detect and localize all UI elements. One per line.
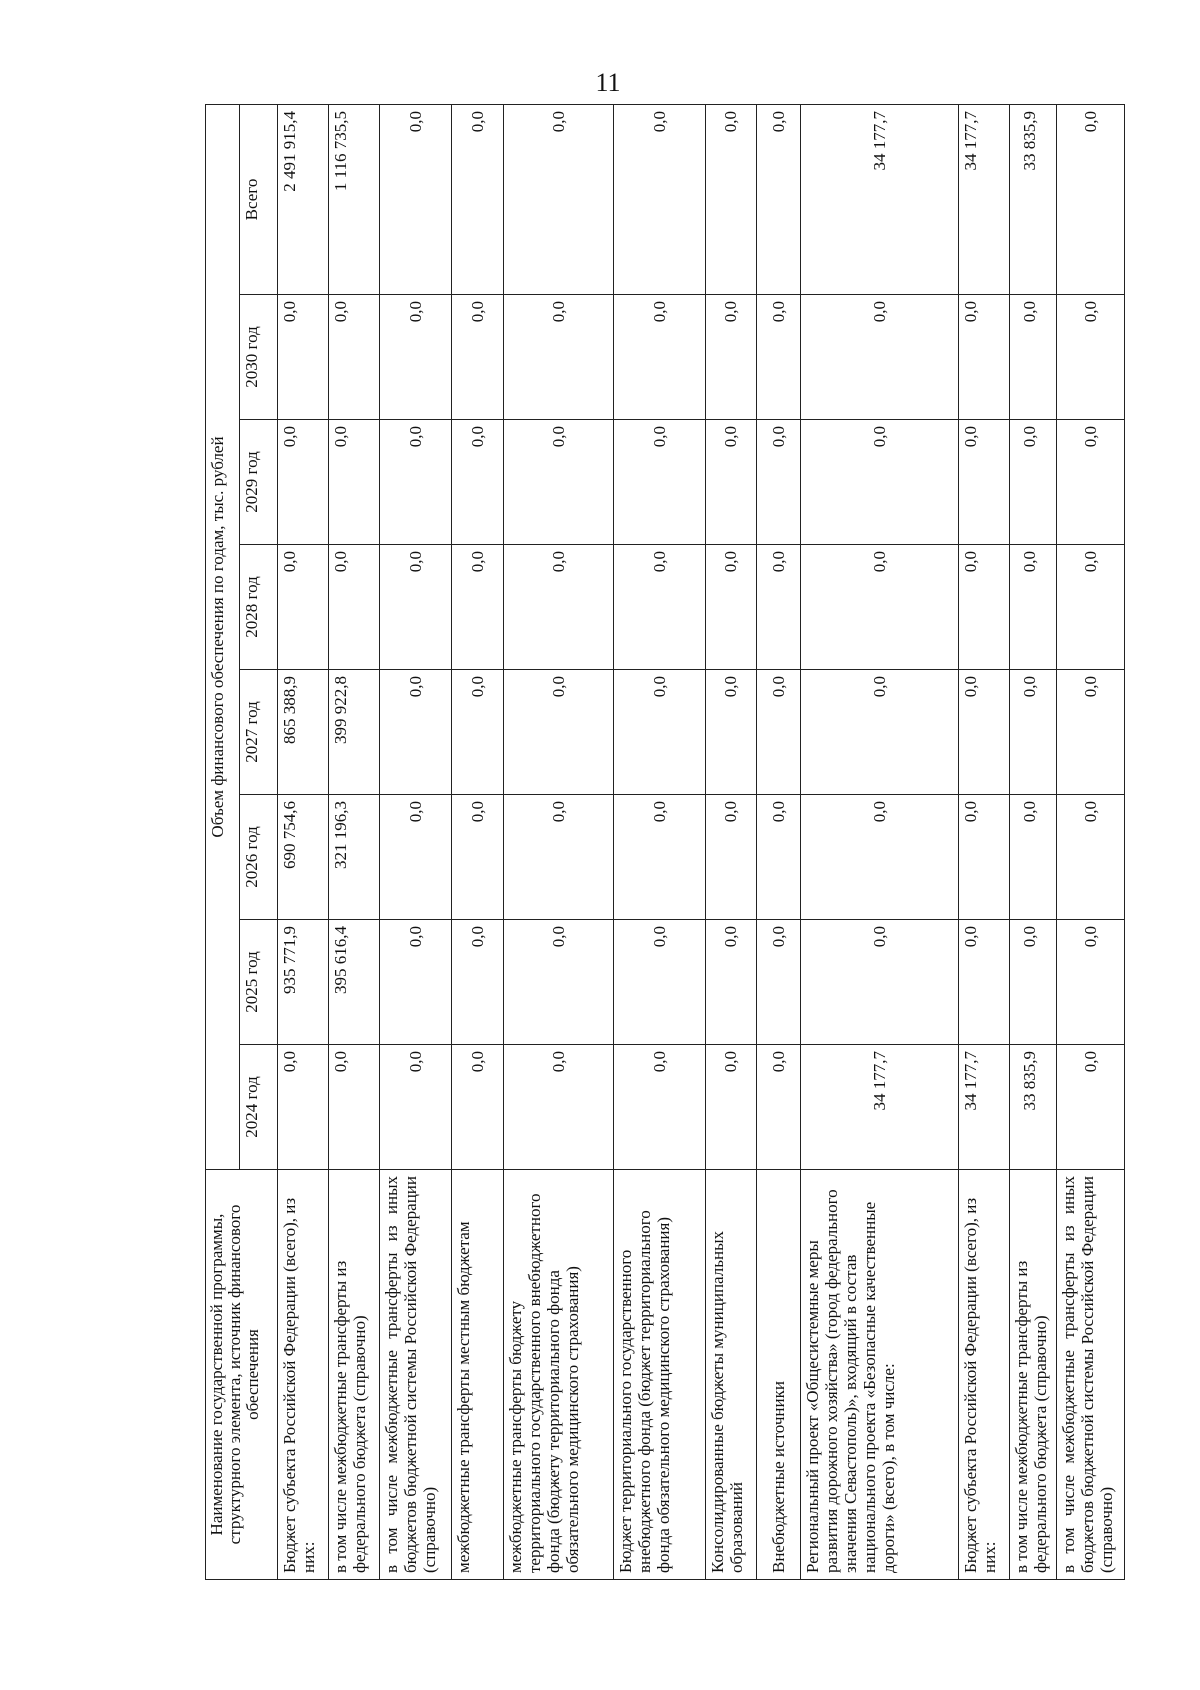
table-row [756, 104, 801, 1579]
cell-2024: 0,0 [380, 1045, 452, 1170]
cell-total: 0,0 [756, 104, 801, 294]
cell-2026: 321 196,3 [329, 795, 380, 920]
cell-2028: 0,0 [958, 545, 1009, 670]
cell-2025: 395 616,4 [329, 920, 380, 1045]
cell-2026: 0,0 [1056, 795, 1124, 920]
cell-2024: 0,0 [278, 1045, 329, 1170]
cell-2030: 0,0 [380, 295, 452, 420]
row-label: в том числе межбюджетные трансферты из федерального бюджета (справочно) [329, 1170, 380, 1580]
table-row [1009, 104, 1056, 1579]
cell-2030: 0,0 [278, 295, 329, 420]
cell-total: 0,0 [614, 104, 706, 294]
year-header-2024: 2024 год [240, 1045, 278, 1170]
cell-2029: 0,0 [614, 420, 706, 545]
table-row [380, 104, 452, 1579]
cell-2029: 0,0 [278, 420, 329, 545]
table-row [614, 104, 706, 1579]
year-header-2030: 2030 год [240, 295, 278, 420]
cell-2028: 0,0 [278, 545, 329, 670]
cell-2030: 0,0 [329, 295, 380, 420]
year-header-total: Всего [240, 104, 278, 294]
cell-2027: 0,0 [452, 670, 503, 795]
cell-2025: 0,0 [705, 920, 756, 1045]
cell-2024: 33 835,9 [1009, 1045, 1056, 1170]
cell-2028: 0,0 [1009, 545, 1056, 670]
cell-2029: 0,0 [1009, 420, 1056, 545]
financing-table [205, 104, 1125, 1580]
cell-2024: 0,0 [614, 1045, 706, 1170]
cell-2027: 0,0 [705, 670, 756, 795]
cell-total: 1 116 735,5 [329, 104, 380, 294]
cell-2025: 0,0 [1009, 920, 1056, 1045]
cell-total: 0,0 [503, 104, 614, 294]
cell-2024: 0,0 [503, 1045, 614, 1170]
cell-2028: 0,0 [801, 545, 958, 670]
cell-2025: 0,0 [1056, 920, 1124, 1045]
year-header-2028: 2028 год [240, 545, 278, 670]
cell-total: 0,0 [1056, 104, 1124, 294]
header-name-cell [206, 1170, 278, 1580]
year-header-2026: 2026 год [240, 795, 278, 920]
cell-total: 0,0 [452, 104, 503, 294]
cell-2025: 0,0 [958, 920, 1009, 1045]
cell-2024: 0,0 [1056, 1045, 1124, 1170]
header-group-text: Объем финансового обеспечения по годам, тыс. рублей [208, 436, 227, 838]
cell-2027: 865 388,9 [278, 670, 329, 795]
cell-2025: 0,0 [452, 920, 503, 1045]
cell-2025: 935 771,9 [278, 920, 329, 1045]
cell-2029: 0,0 [958, 420, 1009, 545]
cell-2029: 0,0 [503, 420, 614, 545]
cell-2029: 0,0 [801, 420, 958, 545]
cell-2028: 0,0 [1056, 545, 1124, 670]
cell-2026: 0,0 [614, 795, 706, 920]
cell-2030: 0,0 [503, 295, 614, 420]
cell-2027: 0,0 [801, 670, 958, 795]
cell-2029: 0,0 [705, 420, 756, 545]
cell-2026: 0,0 [705, 795, 756, 920]
row-label: Консолидированные бюджеты муниципальных образований [705, 1170, 756, 1580]
cell-total: 34 177,7 [801, 104, 958, 294]
cell-2028: 0,0 [380, 545, 452, 670]
year-header-2025: 2025 год [240, 920, 278, 1045]
year-header-2029: 2029 год [240, 420, 278, 545]
row-label: Бюджет субъекта Российской Федерации (всего), из них: [958, 1170, 1009, 1580]
cell-2030: 0,0 [1056, 295, 1124, 420]
cell-2028: 0,0 [705, 545, 756, 670]
cell-2024: 34 177,7 [958, 1045, 1009, 1170]
cell-total: 34 177,7 [958, 104, 1009, 294]
cell-2025: 0,0 [614, 920, 706, 1045]
cell-2030: 0,0 [958, 295, 1009, 420]
cell-2030: 0,0 [614, 295, 706, 420]
row-label: в том числе межбюджетные трансферты из иных бюджетов бюджетной системы Российской Федерации (справочно) [380, 1170, 452, 1580]
cell-2026: 0,0 [452, 795, 503, 920]
cell-2028: 0,0 [756, 545, 801, 670]
cell-2027: 0,0 [756, 670, 801, 795]
table-row [278, 104, 329, 1579]
cell-total: 33 835,9 [1009, 104, 1056, 294]
cell-total: 2 491 915,4 [278, 104, 329, 294]
row-label: Внебюджетные источники [756, 1170, 801, 1580]
cell-2028: 0,0 [503, 545, 614, 670]
cell-2026: 0,0 [756, 795, 801, 920]
row-label: Бюджет субъекта Российской Федерации (всего), из них: [278, 1170, 329, 1580]
cell-2026: 0,0 [1009, 795, 1056, 920]
cell-2024: 0,0 [329, 1045, 380, 1170]
cell-2027: 0,0 [380, 670, 452, 795]
cell-2030: 0,0 [801, 295, 958, 420]
cell-2024: 34 177,7 [801, 1045, 958, 1170]
row-label: межбюджетные трансферты бюджету территориального государственного внебюджетного фонда (бюджету территориального фонда обязательного медицинского страхования) [503, 1170, 614, 1580]
cell-2024: 0,0 [756, 1045, 801, 1170]
cell-2028: 0,0 [614, 545, 706, 670]
cell-2029: 0,0 [380, 420, 452, 545]
cell-2027: 0,0 [1009, 670, 1056, 795]
cell-2024: 0,0 [705, 1045, 756, 1170]
cell-2027: 0,0 [958, 670, 1009, 795]
table-row [329, 104, 380, 1579]
cell-2024: 0,0 [452, 1045, 503, 1170]
row-label: в том числе межбюджетные трансферты из иных бюджетов бюджетной системы Российской Федерации (справочно) [1056, 1170, 1124, 1580]
cell-2027: 0,0 [1056, 670, 1124, 795]
cell-2026: 0,0 [801, 795, 958, 920]
header-group-cell [206, 104, 240, 1169]
cell-2027: 399 922,8 [329, 670, 380, 795]
cell-2028: 0,0 [452, 545, 503, 670]
cell-2030: 0,0 [452, 295, 503, 420]
cell-2025: 0,0 [380, 920, 452, 1045]
cell-2030: 0,0 [756, 295, 801, 420]
rotated-table-container [205, 105, 1125, 1580]
header-name-text: Наименование государственной программы, структурного элемента, источник финансового обеспечения [207, 1204, 262, 1545]
table-row [801, 104, 958, 1579]
row-label: в том числе межбюджетные трансферты из федерального бюджета (справочно) [1009, 1170, 1056, 1580]
cell-2029: 0,0 [452, 420, 503, 545]
cell-2030: 0,0 [705, 295, 756, 420]
cell-2030: 0,0 [1009, 295, 1056, 420]
cell-2026: 0,0 [380, 795, 452, 920]
cell-2025: 0,0 [503, 920, 614, 1045]
table-row [958, 104, 1009, 1579]
row-label: межбюджетные трансферты местным бюджетам [452, 1170, 503, 1580]
cell-2027: 0,0 [503, 670, 614, 795]
table-row [503, 104, 614, 1579]
row-label: Региональный проект «Общесистемные меры развития дорожного хозяйства» (город федерального значения Севастополь)», входящий в состав национального проекта «Безопасные качественные дороги» (всего), в том числе: [801, 1170, 958, 1580]
cell-2026: 690 754,6 [278, 795, 329, 920]
cell-2027: 0,0 [614, 670, 706, 795]
cell-2026: 0,0 [503, 795, 614, 920]
cell-total: 0,0 [705, 104, 756, 294]
row-label: Бюджет территориального государственного внебюджетного фонда (бюджет территориального фонда обязательного медицинского страхования) [614, 1170, 706, 1580]
cell-2026: 0,0 [958, 795, 1009, 920]
cell-2029: 0,0 [329, 420, 380, 545]
cell-2025: 0,0 [801, 920, 958, 1045]
table-row [705, 104, 756, 1579]
table-row [1056, 104, 1124, 1579]
table-row [452, 104, 503, 1579]
cell-2028: 0,0 [329, 545, 380, 670]
cell-total: 0,0 [380, 104, 452, 294]
page-number: 11 [595, 68, 621, 97]
cell-2029: 0,0 [756, 420, 801, 545]
cell-2025: 0,0 [756, 920, 801, 1045]
year-header-2027: 2027 год [240, 670, 278, 795]
cell-2029: 0,0 [1056, 420, 1124, 545]
